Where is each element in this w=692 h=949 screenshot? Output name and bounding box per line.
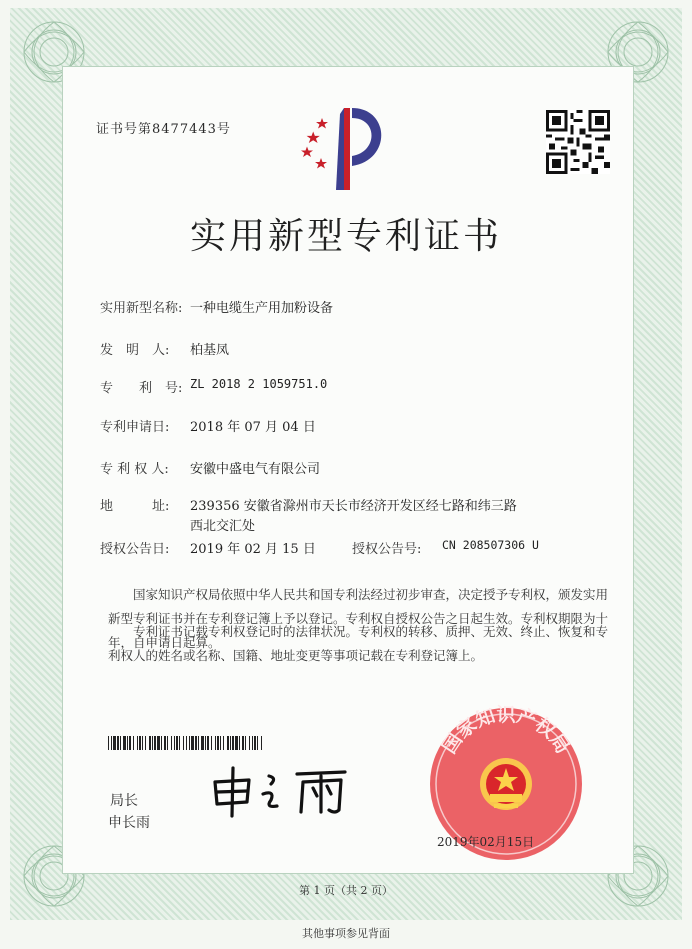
inventor-label: 发 明 人: bbox=[100, 343, 170, 358]
announcement-date-label: 授权公告日: bbox=[100, 542, 170, 557]
announcement-number-value: CN 208507306 U bbox=[442, 538, 539, 552]
name-value: 一种电缆生产用加粉设备 bbox=[190, 301, 334, 316]
address-line-1: 239356 安徽省滁州市天长市经济开发区经七路和纬三路 bbox=[190, 499, 517, 514]
inventor-value: 柏基凤 bbox=[190, 343, 230, 358]
cnipa-logo-icon bbox=[300, 104, 392, 194]
patent-number-value: ZL 2018 2 1059751.0 bbox=[190, 377, 328, 391]
signatory-name: 申长雨 bbox=[108, 814, 150, 830]
announcement-number-label: 授权公告号: bbox=[352, 542, 422, 557]
body-paragraph-1: 国家知识产权局依照中华人民共和国专利法经过初步审查，决定授予专利权，颁发实用新型专利证书并在专利登记簿上予以登记。专利权自授权公告之日起生效。专利权期限为十年，自申请日起算。 bbox=[108, 587, 609, 650]
page-number: 第 1 页（共 2 页） bbox=[299, 884, 393, 897]
name-label: 实用新型名称: bbox=[100, 301, 183, 316]
patentee-value: 安徽中盛电气有限公司 bbox=[190, 462, 321, 477]
body-paragraph-2: 专利证书记载专利权登记时的法律状况。专利权的转移、质押、无效、终止、恢复和专利权人的姓名或名称、国籍、地址变更等事项记载在专利登记簿上。 bbox=[108, 624, 609, 663]
certificate-number: 证书号第8477443号 bbox=[96, 122, 231, 137]
application-date-value: 2018 年 07 月 04 日 bbox=[190, 420, 316, 435]
patentee-label: 专 利 权 人: bbox=[100, 462, 169, 477]
address-label: 地 址: bbox=[100, 499, 170, 514]
patent-number-label: 专 利 号: bbox=[100, 381, 183, 396]
handwritten-signature-icon bbox=[205, 760, 365, 820]
back-note: 其他事项参见背面 bbox=[302, 927, 390, 940]
barcode-icon bbox=[108, 736, 293, 750]
signatory-role: 局长 bbox=[110, 792, 138, 808]
seal-date: 2019年02月15日 bbox=[437, 835, 535, 849]
address-line-2: 西北交汇处 bbox=[190, 519, 256, 534]
seal-text: 国家知识产权局 bbox=[438, 703, 574, 758]
certificate-title: 实用新型专利证书 bbox=[189, 216, 502, 257]
announcement-date-value: 2019 年 02 月 15 日 bbox=[190, 542, 316, 557]
qr-code-icon bbox=[546, 110, 610, 174]
application-date-label: 专利申请日: bbox=[100, 420, 170, 435]
